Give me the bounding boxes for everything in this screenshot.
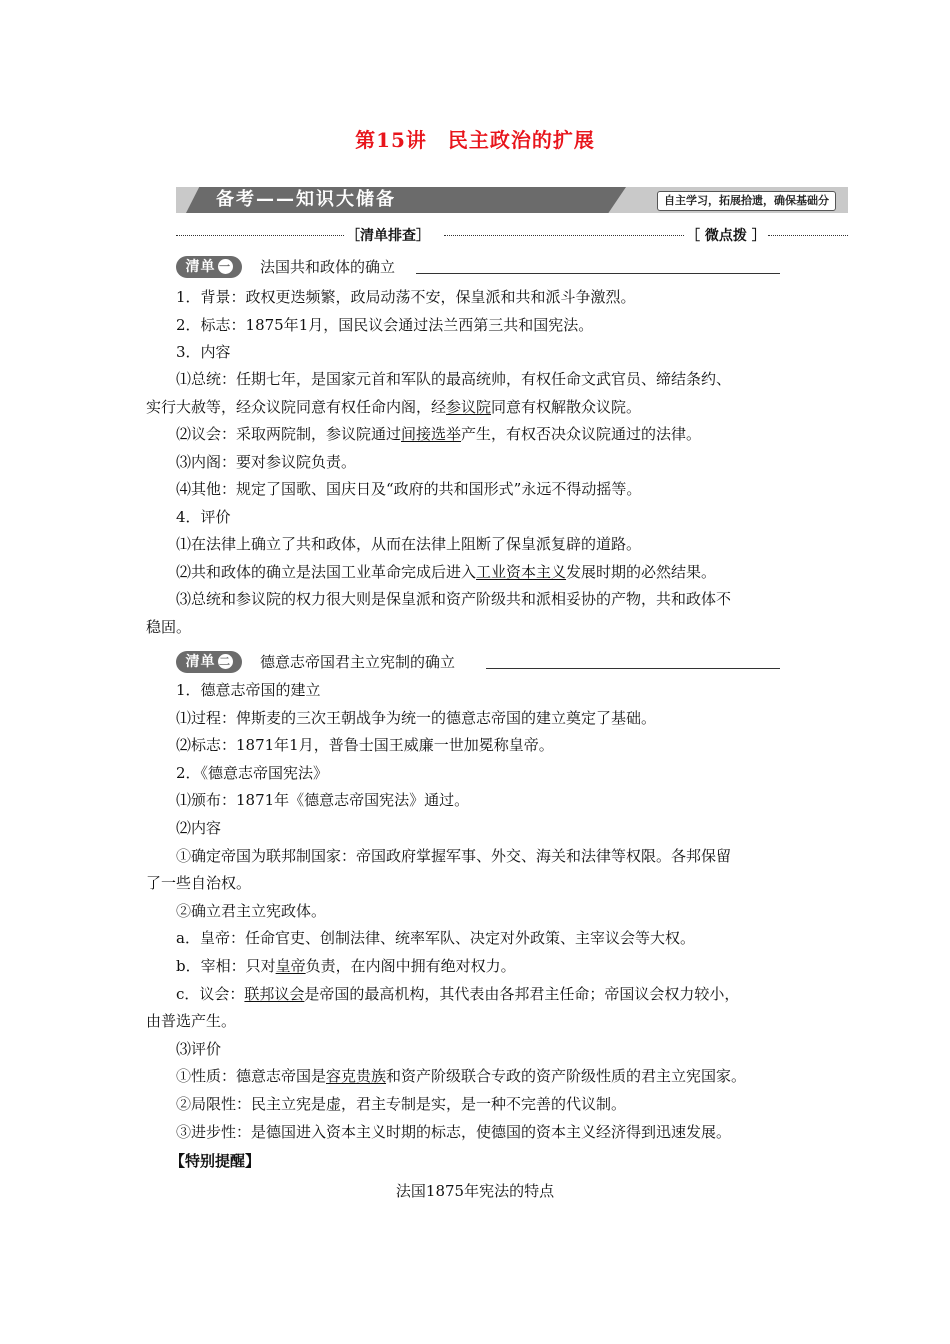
title-rule	[486, 668, 780, 669]
underlined-term: 工业资本主义	[476, 563, 567, 581]
text-line: 4．评价	[176, 508, 231, 526]
text-line: ②局限性：民主立宪是虚，君主专制是实，是一种不完善的代议制。	[176, 1095, 627, 1113]
tab-checklist: ［清单排查］	[346, 228, 430, 244]
text-line: ①确定帝国为联邦制国家：帝国政府掌握军事、外交、海关和法律等权限。各邦保留	[176, 847, 732, 865]
text-line: ⑶内阁：要对参议院负责。	[176, 453, 357, 471]
title-rule	[416, 273, 780, 274]
text-line: 1．德意志帝国的建立	[176, 681, 321, 699]
subheader-row	[176, 226, 848, 246]
text-line: ⑶评价	[176, 1040, 222, 1058]
text-line: 由普选产生。	[146, 1012, 237, 1030]
section-2-title: 德意志帝国君主立宪制的确立	[260, 653, 456, 671]
dotted-leader	[444, 235, 684, 236]
checklist-badge: 清单 二	[176, 651, 242, 673]
underlined-term: 皇帝	[275, 957, 306, 975]
text-line: ⑴过程：俾斯麦的三次王朝战争为统一的德意志帝国的建立奠定了基础。	[176, 709, 657, 727]
checklist-badge: 清单 一	[176, 256, 242, 278]
banner-left-text: 备考——知识大储备	[216, 189, 396, 210]
special-reminder-label: 【特别提醒】	[170, 1152, 261, 1170]
section-banner	[176, 187, 848, 213]
text-line: 2．《德意志帝国宪法》	[176, 764, 329, 782]
text-line: 稳固。	[146, 618, 192, 636]
dotted-leader	[176, 235, 344, 236]
text-line: 1．背景：政权更迭频繁，政局动荡不安，保皇派和共和派斗争激烈。	[176, 288, 636, 306]
section-1-title: 法国共和政体的确立	[260, 258, 396, 276]
text-line: ③进步性：是德国进入资本主义时期的标志，使德国的资本主义经济得到迅速发展。	[176, 1123, 732, 1141]
text-line: 2．标志：1875年1月，国民议会通过法兰西第三共和国宪法。	[176, 316, 594, 334]
underlined-term: 参议院	[446, 398, 492, 416]
text-line: ⑵议会：采取两院制，参议院通过间接选举产生，有权否决众议院通过的法律。	[176, 425, 702, 443]
text-line: c．议会：联邦议会是帝国的最高机构，其代表由各邦君主任命；帝国议会权力较小，	[176, 985, 740, 1003]
text-line: ⑵内容	[176, 819, 222, 837]
underlined-term: 间接选举	[401, 425, 462, 443]
dotted-leader	[768, 235, 848, 236]
underlined-term: 容克贵族	[326, 1067, 387, 1085]
text-line: 了一些自治权。	[146, 874, 252, 892]
banner-right-tag: 自主学习，拓展拾遗，确保基础分	[657, 191, 836, 211]
text-line: ⑴颁布：1871年《德意志帝国宪法》通过。	[176, 791, 470, 809]
text-line: ①性质：德意志帝国是容克贵族和资产阶级联合专政的资产阶级性质的君主立宪国家。	[176, 1067, 747, 1085]
text-line: 3．内容	[176, 343, 231, 361]
text-line: ⑶总统和参议院的权力很大则是保皇派和资产阶级共和派相妥协的产物，共和政体不	[176, 590, 732, 608]
underlined-term: 联邦议会	[244, 985, 305, 1003]
text-line: ⑴在法律上确立了共和政体，从而在法律上阻断了保皇派复辟的道路。	[176, 535, 642, 553]
reminder-caption: 法国1875年宪法的特点	[395, 1182, 555, 1200]
text-line: a．皇帝：任命官吏、创制法律、统率军队、决定对外政策、主宰议会等大权。	[176, 929, 695, 947]
text-line: ②确立君主立宪政体。	[176, 902, 327, 920]
page-title: 第15讲 民主政治的扩展	[355, 128, 595, 152]
text-line: ⑵标志：1871年1月，普鲁士国王威廉一世加冕称皇帝。	[176, 736, 554, 754]
text-line: 实行大赦等，经众议院同意有权任命内阁，经参议院同意有权解散众议院。	[146, 398, 642, 416]
text-line: b．宰相：只对皇帝负责，在内阁中拥有绝对权力。	[176, 957, 516, 975]
text-line: ⑷其他：规定了国歌、国庆日及“政府的共和国形式”永远不得动摇等。	[176, 480, 642, 498]
tab-tips: ［ 微点拨 ］	[686, 228, 766, 244]
section-2-header	[176, 651, 780, 673]
text-line: ⑵共和政体的确立是法国工业革命完成后进入工业资本主义发展时期的必然结果。	[176, 563, 717, 581]
text-line: ⑴总统：任期七年，是国家元首和军队的最高统帅，有权任命文武官员、缔结条约、	[176, 370, 732, 388]
section-1-header	[176, 256, 780, 278]
